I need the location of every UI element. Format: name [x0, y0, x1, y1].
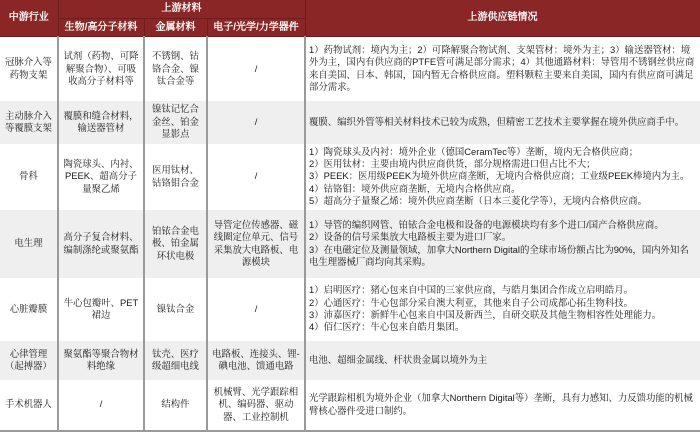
- cell-industry: 心律管理（起搏器）: [0, 341, 58, 380]
- cell-electronic: 导管定位传感器、磁线圈定位单元、信号采集放大电路板、电源模块: [207, 210, 305, 278]
- supply-chain-line: 2）心通医疗：牛心包部分采自澳大利亚，其他来自子公司成都心拓生物科技。: [309, 296, 633, 308]
- cell-supply-chain: [305, 144, 700, 210]
- supply-chain-line: 覆膜、编织外管等相关材料技术已较为成熟，但精密工艺技术主要掌握在境外供应商手中。: [309, 115, 685, 127]
- cell-industry: 骨科: [0, 144, 58, 210]
- cell-supply-chain: [305, 341, 700, 380]
- cell-electronic: /: [207, 37, 305, 101]
- cell-metal: 镍钛记忆合金丝、铂金显影点: [144, 101, 207, 144]
- cell-bio-polymer: 聚氨酯等聚合物材料绝缘: [58, 341, 144, 380]
- supply-chain-line: 1）陶瓷球头及内衬：境外企业（德国CeramTec等）垄断，境内无合格供应商；: [309, 145, 639, 157]
- cell-bio-polymer: 覆膜和缝合材料，输送器管材: [58, 101, 144, 144]
- cell-bio-polymer: 牛心包瓣叶、PET裙边: [58, 278, 144, 341]
- table-row: [0, 37, 700, 101]
- table-row: [0, 210, 700, 278]
- cell-metal: 钛壳、医疗级超细电线: [144, 341, 207, 380]
- cell-electronic: /: [207, 101, 305, 144]
- cell-electronic: 电路板、连接头、锂-碘电池、馈通电路: [207, 341, 305, 380]
- cell-metal: 不锈钢、钴铬合金、镍钛合金等: [144, 37, 207, 101]
- header-bio-polymer: 生物/高分子材料: [58, 19, 144, 37]
- table-row: [0, 380, 700, 431]
- supply-chain-line: 1）药物试剂：境内为主；2）可降解聚合物试剂、支架管材：境外为主；3）输送器管材：境外为主，国内有供应商的PTFE管可满足部分需求；4）其他通路材料：导管用不锈钢丝供应商来自美国、日本、韩国，国内暂无合格供应商。塑料颗粒主要来自美国，国内有供应商可满足部分需求。: [309, 43, 695, 93]
- supply-chain-line: 3）在电磁定位及测量领域，加拿大Northern Digital的全球市场份额占比为90%，国内外知名电生理器械厂商均向其采购。: [309, 243, 689, 267]
- cell-industry: 冠脉介入等药物支架: [0, 37, 58, 101]
- cell-supply-chain: [305, 380, 700, 431]
- supply-chain-line: 电池、超细金属线、杆状贵金属以境外为主: [309, 353, 488, 365]
- cell-metal: 铂铱合金电极、铂金属环状电极: [144, 210, 207, 278]
- cell-bio-polymer: 陶瓷球头、内衬、PEEK、超高分子量聚乙烯: [58, 144, 144, 210]
- cell-bio-polymer: 试剂（药物、可降解聚合物）、可吸收高分子材料等: [58, 37, 144, 101]
- header-supply-chain: 上游供应链情况: [305, 0, 700, 37]
- header-upstream-materials: 上游材料: [58, 0, 305, 19]
- cell-bio-polymer: /: [58, 380, 144, 431]
- cell-industry: 主动脉介入等覆膜支架: [0, 101, 58, 144]
- table-row: [0, 341, 700, 380]
- table-row: [0, 278, 700, 341]
- supply-chain-line: 1）导管的编织网管、铂铱合金电极和设备的电源模块均有多个进口/国产合格供应商。: [309, 218, 664, 230]
- cell-supply-chain: [305, 101, 700, 144]
- header-electronic: 电子/光学/力学器件: [207, 19, 305, 37]
- cell-metal: 镍钛合金: [144, 278, 207, 341]
- supply-chain-line: 3）PEEK：医用级PEEK为境外供应商垄断，无境内合格供应商；工业级PEEK棒境内为主。: [309, 170, 690, 182]
- cell-metal: 结构件: [144, 380, 207, 431]
- cell-metal: 医用钛材、钴铬钼合金: [144, 144, 207, 210]
- cell-electronic: /: [207, 278, 305, 341]
- supply-chain-line: 4）钴铬钼：境外供应商垄断，无境内合格供应商。: [309, 182, 521, 194]
- cell-bio-polymer: 高分子复合材料、编制涤纶或聚氨酯: [58, 210, 144, 278]
- supply-chain-line: 3）沛嘉医疗：新鲜牛心包来自中国及新西兰，自研交联及其他生物相容性处理能力。: [309, 309, 662, 321]
- supply-chain-line: 4）佰仁医疗：牛心包来自皓月集团。: [309, 321, 465, 333]
- supply-chain-line: 光学跟踪相机为境外企业（加拿大Northern Digital等）垄断，具有力感知、力反馈功能的机械臂核心器件受进口制约。: [309, 392, 693, 416]
- supply-chain-line: 2）医用钛材：主要由境内供应商供货，部分规格需进口但占比不大；: [309, 157, 596, 169]
- cell-electronic: 机械臂、光学跟踪相机、编码器、驱动器、工业控制机: [207, 380, 305, 431]
- cell-supply-chain: [305, 210, 700, 278]
- cell-supply-chain: [305, 278, 700, 341]
- cell-supply-chain: [305, 37, 700, 101]
- cell-industry: 电生理: [0, 210, 58, 278]
- supply-chain-line: 1）启明医疗：猪心包来自中国的三家供应商，与皓月集团合作成立启明皓月。: [309, 284, 633, 296]
- supply-chain-line: 5）超高分子量聚乙烯：境外供应商垄断（日本三菱化学等），无境内合格供应商。: [309, 195, 648, 207]
- table-row: [0, 144, 700, 210]
- cell-industry: 心脏瓣膜: [0, 278, 58, 341]
- table-row: [0, 101, 700, 144]
- cell-industry: 手术机器人: [0, 380, 58, 431]
- cell-electronic: /: [207, 144, 305, 210]
- supply-chain-line: 2）设备的信号采集放大电路板主要为进口厂家。: [309, 231, 512, 243]
- header-metal: 金属材料: [144, 19, 207, 37]
- header-industry: 中游行业: [0, 0, 58, 37]
